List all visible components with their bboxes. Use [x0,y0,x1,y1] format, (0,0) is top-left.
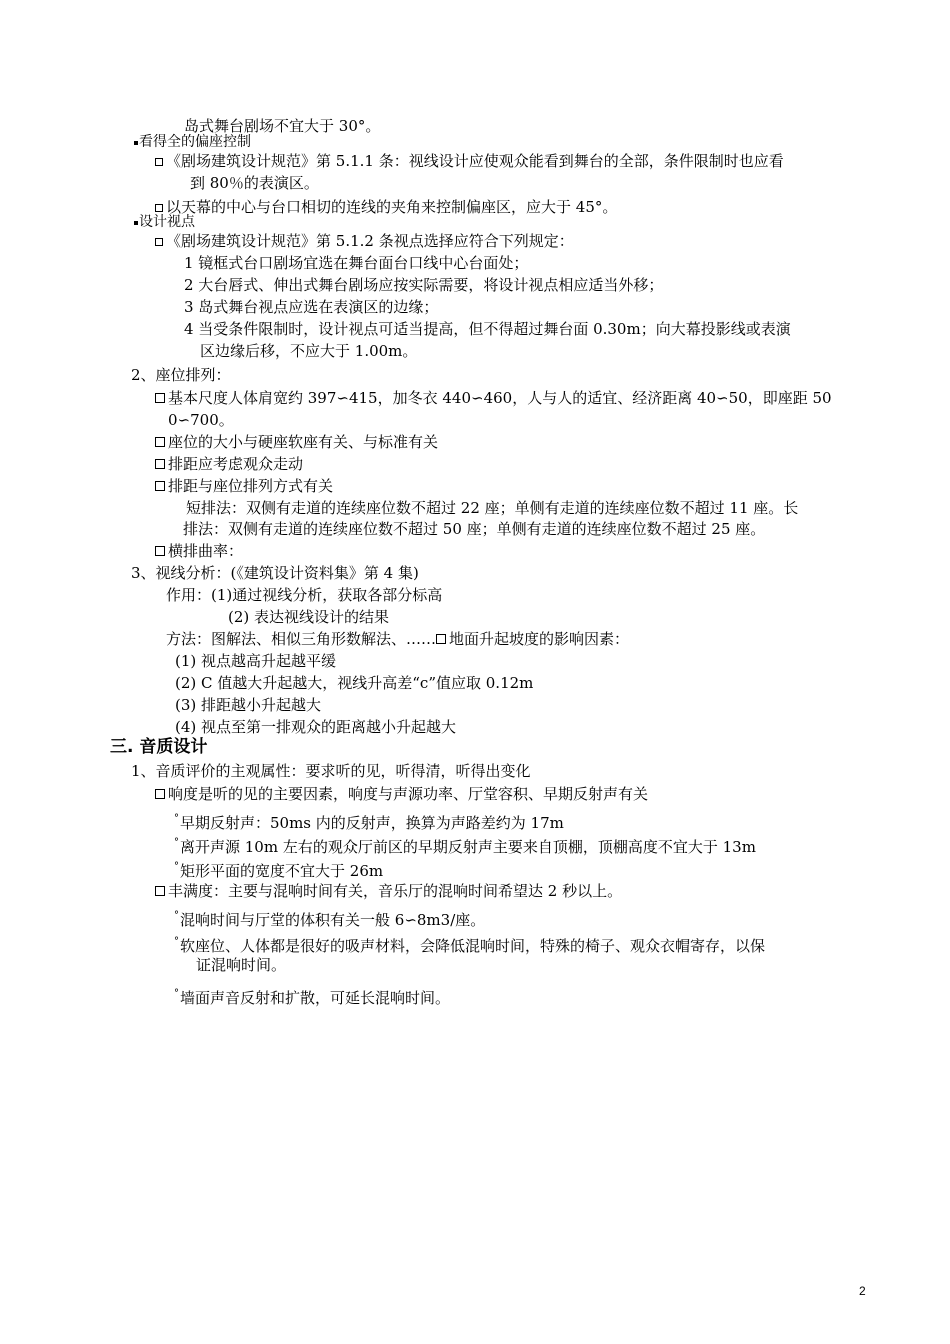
text-line: 方法：图解法、相似三角形数解法、…… 地面升起坡度的影响因素： [166,630,630,648]
text-line: 《剧场建筑设计规范》第 5.1.2 条视点选择应符合下列规定： [155,231,574,251]
bullet-square-filled-icon [134,221,138,225]
text-line: °离开声源 10m 左右的观众厅前区的早期反射声主要来自顶棚，顶棚高度不宜大于 13m [174,833,756,857]
bullet-square-icon [155,437,165,447]
text-line: 3、视线分析：(《建筑设计资料集》第 4 集) [131,564,419,582]
section-heading: 三. 音质设计 [110,737,208,757]
text-line: 短排法：双侧有走道的连续座位数不超过 22 座；单侧有走道的连续座位数不超过 11 座。长 [186,499,799,517]
text-line: 排法：双侧有走道的连续座位数不超过 50 座；单侧有走道的连续座位数不超过 25 座。 [183,520,766,538]
text-line: 看得全的偏座控制 [134,132,251,152]
text-line: °墙面声音反射和扩散，可延长混响时间。 [174,984,450,1008]
bullet-square-filled-icon [134,141,138,145]
bullet-square-icon [155,393,165,403]
bullet-square-icon [436,634,446,644]
page-number: 2 [859,1284,866,1298]
text-line: °早期反射声：50ms 内的反射声，换算为声路差约为 17m [174,809,564,833]
bullet-square-icon [155,158,163,166]
text-line: (1) 视点越高升起越平缓 [175,652,337,670]
text-line: 横排曲率： [155,541,243,561]
bullet-circle-icon: ° [174,936,179,947]
text-line: 排距与座位排列方式有关 [155,476,333,496]
text-line: 4 当受条件限制时，设计视点可适当提高，但不得超过舞台面 0.30m；向大幕投影线或表演 [184,320,791,338]
bullet-circle-icon: ° [174,837,179,848]
text-line: 3 岛式舞台视点应选在表演区的边缘； [184,298,439,316]
bullet-square-icon [155,789,165,799]
text-line: 1 镜框式台口剧场宜选在舞台面台口线中心台面处； [184,254,529,272]
bullet-square-icon [155,546,165,556]
bullet-circle-icon: ° [174,813,179,824]
bullet-circle-icon: ° [174,988,179,999]
text-line: 1、音质评价的主观属性：要求听的见，听得清，听得出变化 [131,762,531,780]
text-line: 基本尺度人体肩宽约 397∽415，加冬衣 440∽460，人与人的适宜、经济距离 40∽50，即座距 50 [155,388,832,408]
bullet-square-icon [155,204,163,212]
text-line: 设计视点 [134,212,195,232]
text-line: °软座位、人体都是很好的吸声材料，会降低混响时间，特殊的椅子、观众衣帽寄存，以保 [174,932,765,956]
text-line: 2、座位排列： [131,366,231,384]
bullet-square-icon [155,886,165,896]
text-line: 丰满度：主要与混响时间有关，音乐厅的混响时间希望达 2 秒以上。 [155,881,622,901]
bullet-circle-icon: ° [174,861,179,872]
bullet-square-icon [155,459,165,469]
text-line: 响度是听的见的主要因素，响度与声源功率、厅堂容积、早期反射声有关 [155,784,648,804]
text-line: 以天幕的中心与台口相切的连线的夹角来控制偏座区，应大于 45°。 [155,197,617,217]
text-line: 作用：(1)通过视线分析，获取各部分标高 [166,586,443,604]
text-line: 座位的大小与硬座软座有关、与标准有关 [155,432,438,452]
text-line: °混响时间与厅堂的体积有关一般 6∽8m3/座。 [174,906,485,930]
text-line: 到 80％的表演区。 [190,174,319,192]
bullet-square-icon [155,238,163,246]
text-line: 0∽700。 [168,411,234,429]
text-line: (4) 视点至第一排观众的距离越小升起越大 [175,718,457,736]
text-line: 2 大台唇式、伸出式舞台剧场应按实际需要，将设计视点相应适当外移； [184,276,664,294]
text-line: (3) 排距越小升起越大 [175,696,322,714]
text-line: 《剧场建筑设计规范》第 5.1.1 条：视线设计应使观众能看到舞台的全部，条件限制时也应看 [155,151,784,171]
text-line: 区边缘后移，不应大于 1.00m。 [200,342,418,360]
text-line: 证混响时间。 [196,956,287,974]
bullet-circle-icon: ° [174,910,179,921]
text-line: °矩形平面的宽度不宜大于 26m [174,857,383,881]
text-line: (2) C 值越大升起越大，视线升高差“c”值应取 0.12m [175,674,534,692]
text-line: 岛式舞台剧场不宜大于 30°。 [184,117,381,135]
text-line: 排距应考虑观众走动 [155,454,303,474]
bullet-square-icon [155,481,165,491]
text-line: (2) 表达视线设计的结果 [228,608,390,626]
